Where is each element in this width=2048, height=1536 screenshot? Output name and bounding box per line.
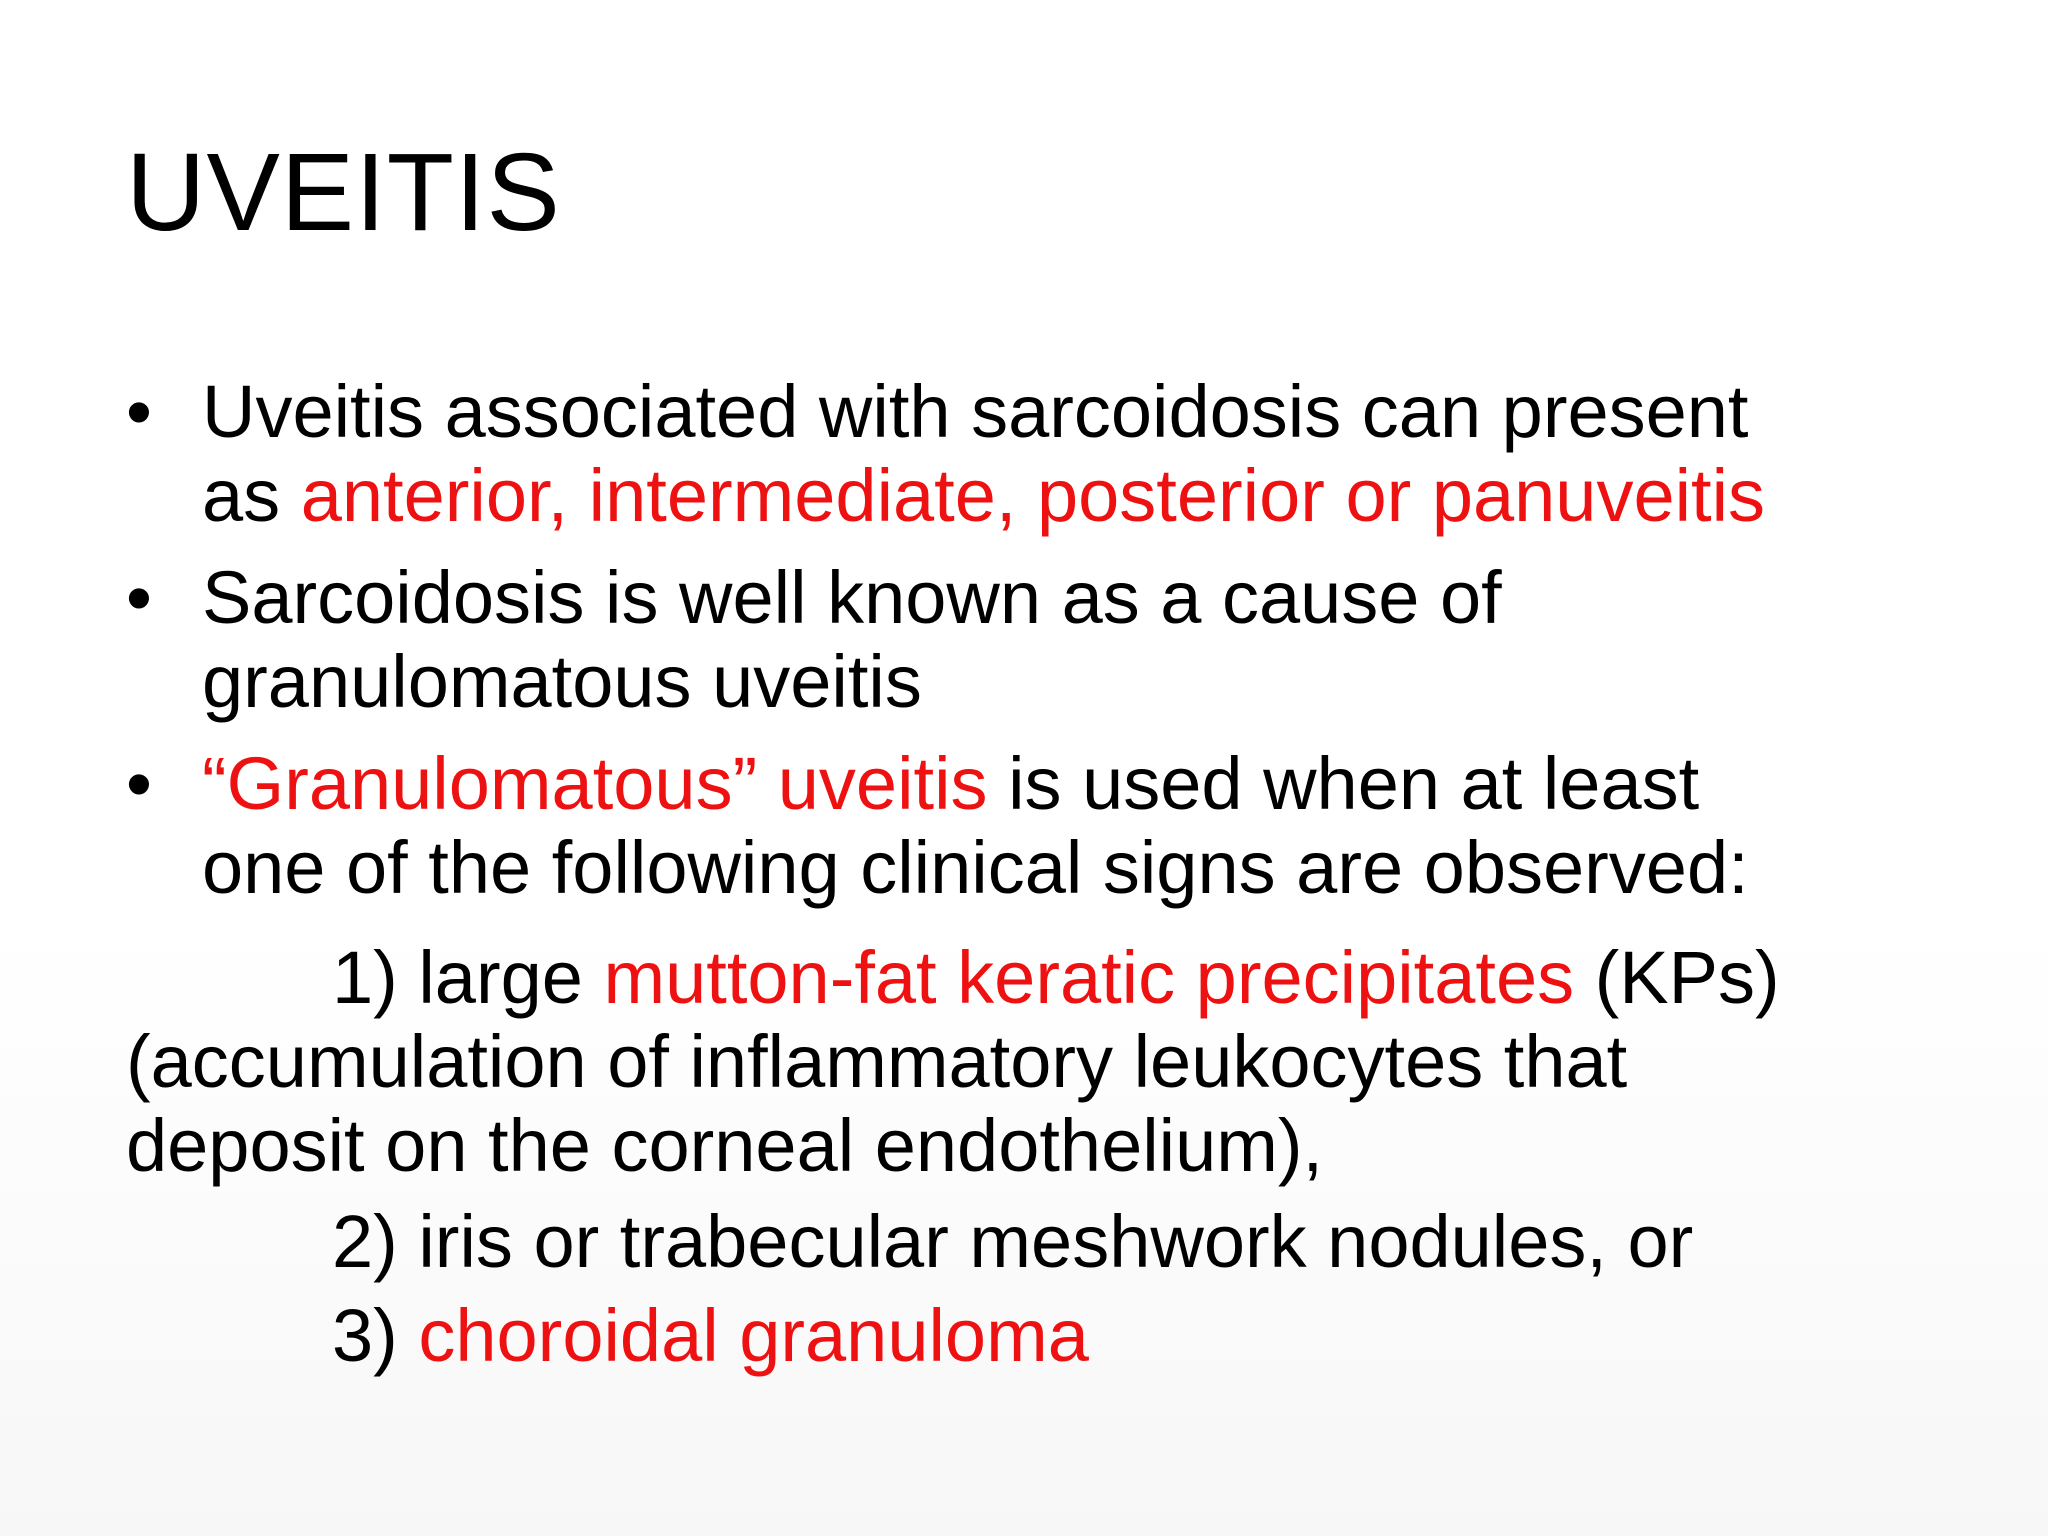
bullet-2-line-1: Sarcoidosis is well known as a cause of	[202, 556, 1502, 639]
bullet-3-line-1	[202, 742, 2006, 826]
sign-1-prefix: 1) large	[332, 936, 604, 1019]
sign-1-line-2: (accumulation of inflammatory leukocytes that	[126, 1020, 1628, 1103]
bullet-dot-icon: •	[126, 370, 152, 453]
sign-1-line-1	[126, 936, 2006, 1020]
bullet-3-line-2: one of the following clinical signs are observed:	[202, 826, 1749, 909]
sign-3-line	[126, 1294, 2006, 1378]
sign-3-prefix: 3)	[332, 1294, 419, 1377]
uveitis-types-highlight: anterior, intermediate, posterior or panuveitis	[300, 454, 1766, 537]
clinical-sign-1	[126, 936, 2006, 1188]
mutton-fat-kp-highlight: mutton-fat keratic precipitates	[603, 936, 1575, 1019]
bullet-dot-icon: •	[126, 742, 152, 825]
choroidal-granuloma-highlight: choroidal granuloma	[418, 1294, 1089, 1377]
slide-body	[126, 370, 2006, 1378]
bullet-1-line-1: Uveitis associated with sarcoidosis can present	[202, 370, 1749, 453]
bullet-dot-icon: •	[126, 556, 152, 639]
sign-1-line-3: deposit on the corneal endothelium),	[126, 1104, 1324, 1187]
clinical-sign-2	[126, 1200, 2006, 1284]
bullet-item-1	[126, 370, 2006, 538]
bullet-item-2	[126, 556, 2006, 724]
sign-2-line: 2) iris or trabecular meshwork nodules, or	[332, 1200, 1694, 1283]
bullet-1-line-2	[202, 454, 2006, 538]
slide-title: UVEITIS	[126, 131, 561, 254]
bullet-1-prefix: as	[202, 454, 301, 537]
sign-1-suffix: (KPs)	[1574, 936, 1780, 1019]
bullet-2-line-2: granulomatous uveitis	[202, 640, 922, 723]
granulomatous-uveitis-highlight: “Granulomatous” uveitis	[202, 742, 988, 825]
clinical-sign-3	[126, 1294, 2006, 1378]
bullet-3-suffix: is used when at least	[987, 742, 1700, 825]
bullet-item-3	[126, 742, 2006, 910]
